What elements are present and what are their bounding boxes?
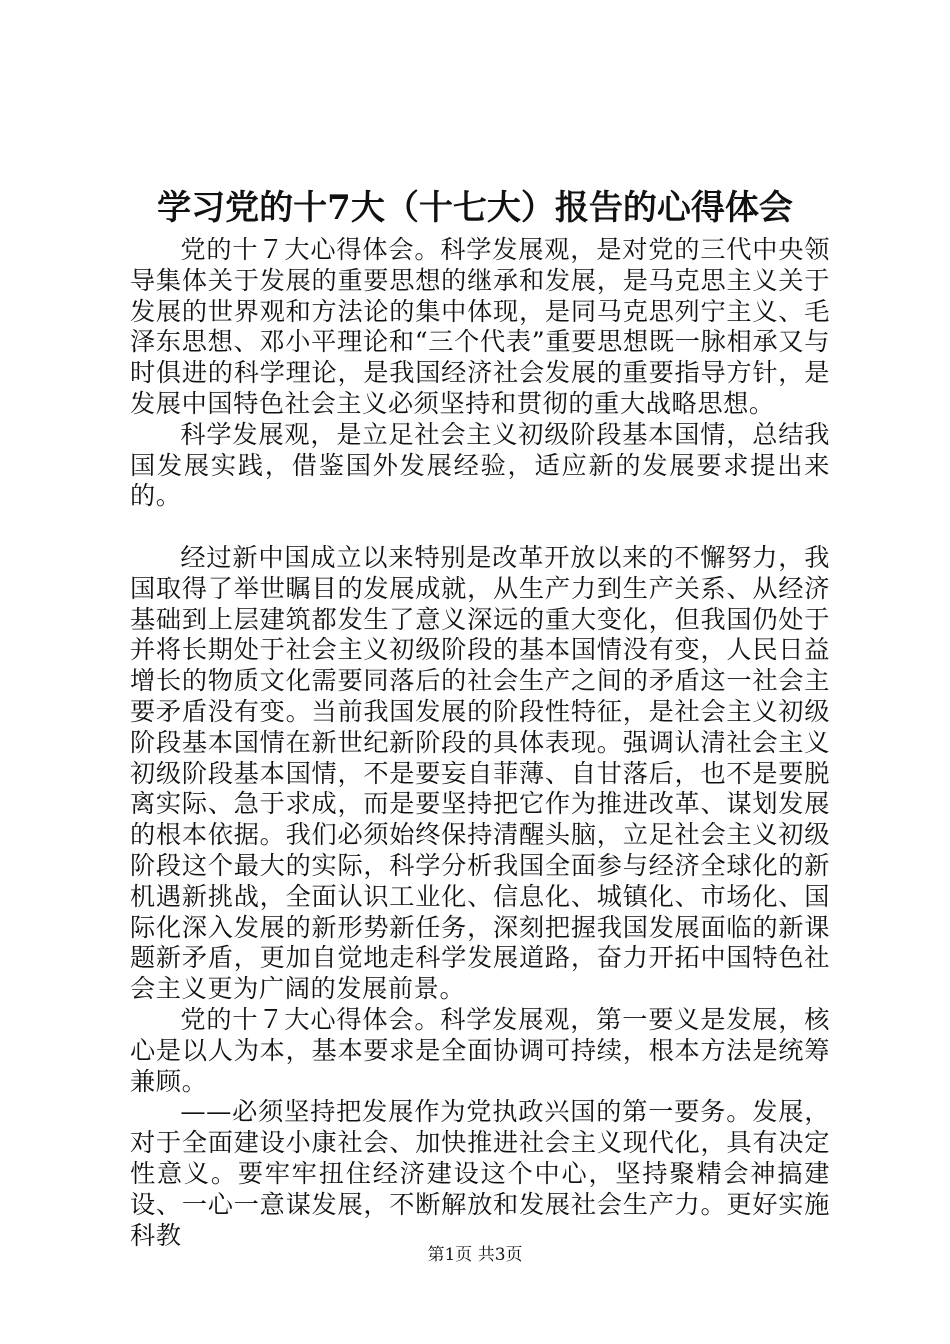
paragraph-4: 党的十７大心得体会。科学发展观，第一要义是发展，核心是以人为本，基本要求是全面协调可持续，根本方法是统筹兼顾。 [130,1004,830,1096]
page-footer: 第1页 共3页 [427,1245,523,1265]
paragraph-3: 经过新中国成立以来特别是改革开放以来的不懈努力，我国取得了举世瞩目的发展成就，从生产力到生产关系、从经济基础到上层建筑都发生了意义深远的重大变化，但我国仍处于并将长期处于社会主义初级阶段的基本国情没有变，人民日益增长的物质文化需要同落后的社会生产之间的矛盾这一社会主要矛盾没有变。当前我国发展的阶段性特征，是社会主义初级阶段基本国情在新世纪新阶段的具体表现。强调认清社会主义初级阶段基本国情，不是要妄自菲薄、自甘落后，也不是要脱离实际、急于求成，而是要坚持把它作为推进改革、谋划发展的根本依据。我们必须始终保持清醒头脑，立足社会主义初级阶段这个最大的实际，科学分析我国全面参与经济全球化的新机遇新挑战，全面认识工业化、信息化、城镇化、市场化、国际化深入发展的新形势新任务，深刻把握我国发展面临的新课题新矛盾，更加自觉地走科学发展道路，奋力开拓中国特色社会主义更为广阔的发展前景。 [130,542,830,1004]
paragraph-1: 党的十７大心得体会。科学发展观，是对党的三代中央领导集体关于发展的重要思想的继承和发展，是马克思主义关于发展的世界观和方法论的集中体现，是同马克思列宁主义、毛泽东思想、邓小平理论和“三个代表”重要思想既一脉相承又与时俱进的科学理论，是我国经济社会发展的重要指导方针，是发展中国特色社会主义必须坚持和贯彻的重大战略思想。 [130,235,830,418]
document-title: 学习党的十7大（十七大）报告的心得体会 [157,188,793,228]
document-body [130,235,830,1251]
paragraph-2: 科学发展观，是立足社会主义初级阶段基本国情，总结我国发展实践，借鉴国外发展经验，适应新的发展要求提出来的。 [130,419,830,511]
paragraph-5: ——必须坚持把发展作为党执政兴国的第一要务。发展，对于全面建设小康社会、加快推进社会主义现代化，具有决定性意义。要牢牢扭住经济建设这个中心，坚持聚精会神搞建设、一心一意谋发展，不断解放和发展社会生产力。更好实施科教 [130,1097,830,1250]
